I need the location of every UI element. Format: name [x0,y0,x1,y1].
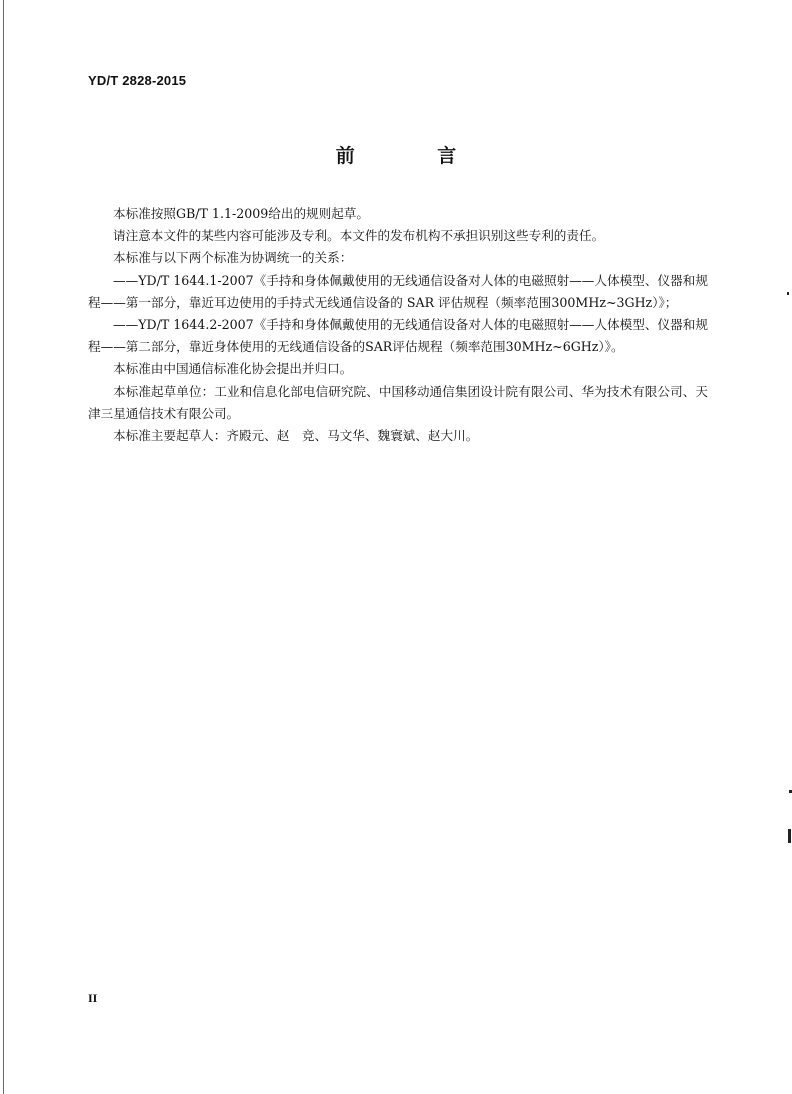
paragraph-related-standards-intro: 本标准与以下两个标准为协调统一的关系： [113,250,353,266]
foreword-body [88,203,708,447]
paragraph-drafting-organizations: 本标准起草单位：工业和信息化部电信研究院、中国移动通信集团设计院有限公司、华为技术有限公司、天津三星通信技术有限公司。 [88,383,708,421]
paragraph-patent-notice: 请注意本文件的某些内容可能涉及专利。本文件的发布机构不承担识别这些专利的责任。 [113,228,605,244]
paragraph-related-standard-2: ——YD/T 1644.2-2007《手持和身体佩戴使用的无线通信设备对人体的电磁照射——人体模型、仪器和规程——第二部分，靠近身体使用的无线通信设备的SAR评估规程（频率范围30MHz~6GHz）》。 [88,317,708,355]
page-title: 前 言 [335,145,495,167]
paragraph-related-standard-1: ——YD/T 1644.1-2007《手持和身体佩戴使用的无线通信设备对人体的电磁照射——人体模型、仪器和规程——第一部分，靠近耳边使用的手持式无线通信设备的 SAR 评估规程（频率范围300MHz~3GHz）》； [88,272,708,310]
paragraph-drafting-rules: 本标准按照GB/T 1.1-2009给出的规则起草。 [113,206,370,221]
scan-speck [788,829,791,843]
scan-speck [787,292,789,295]
paragraph-drafters: 本标准主要起草人：齐殿元、赵 竞、马文华、魏寰斌、赵大川。 [113,428,479,444]
document-code: YD/T 2828-2015 [88,73,187,88]
paragraph-proposer: 本标准由中国通信标准化协会提出并归口。 [113,361,353,377]
page-number: II [88,991,98,1005]
